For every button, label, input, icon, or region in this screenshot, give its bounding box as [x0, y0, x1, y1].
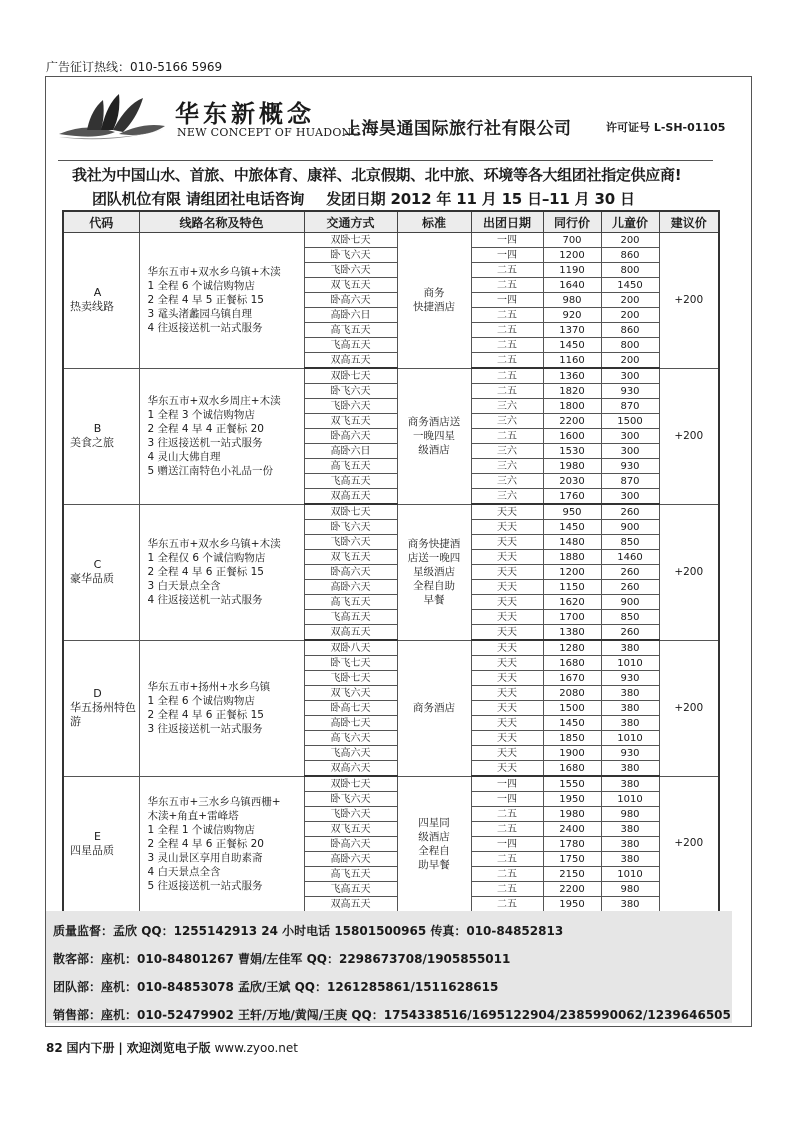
transport-cell: 卧飞六天	[304, 792, 397, 807]
hotel-standard-cell	[397, 776, 471, 912]
child-price-cell: 1500	[601, 414, 659, 429]
transport-cell: 双高六天	[304, 761, 397, 777]
transport-cell: 飞高五天	[304, 474, 397, 489]
transport-cell: 双卧七天	[304, 504, 397, 520]
trade-price-cell: 2080	[543, 686, 601, 701]
suggested-price-cell: +200	[659, 504, 719, 640]
child-price-cell: 380	[601, 640, 659, 656]
ad-hotline: 广告征订热线：010-5166 5969	[46, 60, 223, 74]
hotel-standard-cell	[397, 640, 471, 776]
contact-label: 团队部：	[53, 980, 102, 994]
child-price-cell: 1010	[601, 792, 659, 807]
table-row	[63, 640, 719, 656]
trade-price-cell: 1200	[543, 565, 601, 580]
transport-cell: 高飞五天	[304, 323, 397, 338]
transport-cell: 双高五天	[304, 353, 397, 369]
departure-day-cell: 天天	[471, 716, 543, 731]
child-price-cell: 380	[601, 701, 659, 716]
route-features-cell	[139, 640, 304, 776]
transport-cell: 飞卧六天	[304, 263, 397, 278]
route-category: 四星品质	[70, 843, 114, 857]
departure-day-cell: 二五	[471, 807, 543, 822]
transport-cell: 双卧七天	[304, 776, 397, 792]
transport-cell: 高卧七天	[304, 716, 397, 731]
child-price-cell: 200	[601, 293, 659, 308]
trade-price-cell: 1900	[543, 746, 601, 761]
logo-chinese-text: 华东新概念	[175, 99, 315, 128]
hotel-standard-line: 商务快捷酒	[407, 538, 461, 550]
hotel-standard-line: 早餐	[423, 594, 445, 606]
departure-dates: 发团日期 2012 年 11 月 15 日–11 月 30 日	[326, 190, 635, 208]
contact-line-quality	[53, 922, 563, 939]
departure-day-cell: 天天	[471, 746, 543, 761]
departure-day-cell: 天天	[471, 520, 543, 535]
departure-day-cell: 一四	[471, 837, 543, 852]
transport-cell: 飞高五天	[304, 882, 397, 897]
departure-day-cell: 一四	[471, 792, 543, 807]
contact-text: 孟欣 QQ：1255142913 24 小时电话 15801500965 传真：010-84852813	[113, 924, 564, 938]
trade-price-cell: 1450	[543, 716, 601, 731]
departure-day-cell: 二五	[471, 897, 543, 913]
trade-price-cell: 1450	[543, 338, 601, 353]
route-feature-line: 1 全程 6 个诚信购物店	[147, 280, 255, 293]
route-feature-line: 3 往返接送机一站式服务	[147, 437, 263, 449]
departure-day-cell: 天天	[471, 610, 543, 625]
contact-line-group	[53, 978, 498, 995]
departure-day-cell: 三六	[471, 399, 543, 414]
contact-line-individual	[53, 950, 510, 967]
departure-day-cell: 二五	[471, 278, 543, 293]
trade-price-cell: 2400	[543, 822, 601, 837]
transport-cell: 飞高五天	[304, 338, 397, 353]
transport-cell: 卧高六天	[304, 429, 397, 444]
col-header-code: 代码	[63, 211, 139, 233]
departure-day-cell: 天天	[471, 701, 543, 716]
tour-price-table	[62, 210, 720, 913]
transport-cell: 双卧七天	[304, 368, 397, 384]
trade-price-cell: 1880	[543, 550, 601, 565]
departure-day-cell: 天天	[471, 535, 543, 550]
transport-cell: 飞卧六天	[304, 807, 397, 822]
table-row	[63, 504, 719, 520]
transport-cell: 飞卧六天	[304, 399, 397, 414]
child-price-cell: 980	[601, 882, 659, 897]
trade-price-cell: 700	[543, 233, 601, 248]
transport-cell: 双飞五天	[304, 414, 397, 429]
route-feature-line: 木渎+角直+雷峰塔	[147, 809, 239, 822]
transport-cell: 高飞六天	[304, 731, 397, 746]
license-number: 许可证号 L-SH-01105	[606, 121, 726, 134]
departure-day-cell: 二五	[471, 263, 543, 278]
departure-day-cell: 二五	[471, 429, 543, 444]
route-category: 华五扬州特色游	[70, 701, 136, 728]
route-category: 豪华品质	[70, 572, 114, 585]
hotel-standard-line: 全程自	[418, 844, 450, 857]
child-price-cell: 930	[601, 459, 659, 474]
trade-price-cell: 950	[543, 504, 601, 520]
logo-english-text: NEW CONCEPT OF HUADONG	[177, 126, 361, 139]
trade-price-cell: 1530	[543, 444, 601, 459]
departure-day-cell: 二五	[471, 867, 543, 882]
trade-price-cell: 1380	[543, 625, 601, 641]
trade-price-cell: 920	[543, 308, 601, 323]
departure-day-cell: 天天	[471, 565, 543, 580]
child-price-cell: 930	[601, 384, 659, 399]
child-price-cell: 930	[601, 671, 659, 686]
departure-day-cell: 二五	[471, 852, 543, 867]
hotel-standard-line: 商务	[423, 287, 445, 300]
route-feature-line: 1 全程 3 个诚信购物店	[147, 409, 255, 421]
route-feature-line: 华东五市+双水乡乌镇+木渎	[147, 538, 281, 550]
col-header-route: 线路名称及特色	[139, 211, 304, 233]
route-category: 热卖线路	[70, 300, 114, 314]
route-feature-line: 华东五市+三水乡乌镇西栅+	[147, 795, 281, 808]
transport-cell: 卧高六天	[304, 837, 397, 852]
transport-cell: 飞高五天	[304, 610, 397, 625]
route-features-cell	[139, 368, 304, 504]
trade-price-cell: 1150	[543, 580, 601, 595]
trade-price-cell: 1980	[543, 459, 601, 474]
departure-day-cell: 天天	[471, 625, 543, 641]
transport-cell: 卧飞七天	[304, 656, 397, 671]
transport-cell: 卧飞六天	[304, 248, 397, 263]
child-price-cell: 380	[601, 837, 659, 852]
departure-day-cell: 天天	[471, 580, 543, 595]
footer-slogan: 欢迎浏览电子版	[126, 1041, 211, 1055]
trade-price-cell: 1160	[543, 353, 601, 369]
transport-cell: 双飞六天	[304, 686, 397, 701]
trade-price-cell: 1980	[543, 807, 601, 822]
child-price-cell: 800	[601, 263, 659, 278]
child-price-cell: 260	[601, 565, 659, 580]
hotel-standard-cell	[397, 368, 471, 504]
departure-day-cell: 一四	[471, 776, 543, 792]
child-price-cell: 260	[601, 580, 659, 595]
child-price-cell: 300	[601, 368, 659, 384]
transport-cell: 卧飞六天	[304, 384, 397, 399]
child-price-cell: 380	[601, 897, 659, 913]
transport-cell: 双高五天	[304, 625, 397, 641]
hotel-standard-line: 助早餐	[418, 858, 450, 871]
route-code: E	[94, 829, 101, 843]
trade-price-cell: 2200	[543, 414, 601, 429]
transport-cell: 双飞五天	[304, 550, 397, 565]
trade-price-cell: 1750	[543, 852, 601, 867]
route-features-cell	[139, 233, 304, 369]
child-price-cell: 980	[601, 807, 659, 822]
departure-day-cell: 一四	[471, 248, 543, 263]
suggested-price-cell: +200	[659, 776, 719, 912]
route-feature-line: 3 鼋头渚蠡园乌镇自理	[147, 308, 253, 321]
transport-cell: 卧飞六天	[304, 520, 397, 535]
trade-price-cell: 1680	[543, 656, 601, 671]
route-code: A	[93, 286, 102, 300]
route-features-cell	[139, 776, 304, 912]
child-price-cell: 870	[601, 399, 659, 414]
route-code-cell	[63, 640, 139, 776]
trade-price-cell: 1360	[543, 368, 601, 384]
supplier-announcement: 我社为中国山水、首旅、中旅体育、康祥、北京假期、北中旅、环境等各大组团社指定供应商!	[72, 166, 682, 184]
child-price-cell: 870	[601, 474, 659, 489]
route-feature-line: 4 灵山大佛自理	[147, 451, 221, 463]
page-footer: 82 国内下册 | 欢迎浏览电子版 www.zyoo.net	[46, 1041, 298, 1055]
route-feature-line: 1 全程 6 个诚信购物店	[147, 695, 255, 707]
child-price-cell: 260	[601, 625, 659, 641]
child-price-cell: 860	[601, 248, 659, 263]
trade-price-cell: 2150	[543, 867, 601, 882]
section-name: 国内下册	[66, 1041, 115, 1055]
hotel-standard-line: 店送一晚四	[407, 552, 461, 564]
route-code: D	[93, 687, 102, 700]
departure-day-cell: 天天	[471, 671, 543, 686]
departure-day-cell: 天天	[471, 550, 543, 565]
trade-price-cell: 1190	[543, 263, 601, 278]
child-price-cell: 900	[601, 595, 659, 610]
route-feature-line: 4 往返接送机一站式服务	[147, 594, 263, 606]
hotel-standard-line: 全程自助	[413, 580, 455, 592]
trade-price-cell: 1670	[543, 671, 601, 686]
route-feature-line: 5 往返接送机一站式服务	[147, 879, 263, 892]
trade-price-cell: 1620	[543, 595, 601, 610]
departure-day-cell: 二五	[471, 822, 543, 837]
trade-price-cell: 2200	[543, 882, 601, 897]
route-feature-line: 5 赠送江南特色小礼品一份	[147, 465, 274, 477]
child-price-cell: 380	[601, 761, 659, 777]
route-feature-line: 2 全程 4 早 6 正餐标 15	[147, 709, 264, 721]
trade-price-cell: 1700	[543, 610, 601, 625]
child-price-cell: 200	[601, 353, 659, 369]
transport-cell: 双飞五天	[304, 822, 397, 837]
child-price-cell: 1450	[601, 278, 659, 293]
hotel-standard-line: 四星同	[418, 816, 450, 829]
hotel-standard-line: 级酒店	[418, 830, 450, 843]
trade-price-cell: 1370	[543, 323, 601, 338]
departure-day-cell: 三六	[471, 444, 543, 459]
departure-notice	[92, 188, 635, 209]
departure-day-cell: 天天	[471, 504, 543, 520]
trade-price-cell: 1480	[543, 535, 601, 550]
departure-day-cell: 三六	[471, 414, 543, 429]
child-price-cell: 200	[601, 233, 659, 248]
contact-text: 座机：010-52479902 王轩/万地/黄闯/王庚 QQ：1754338516/1695122904/2385990062/1239646505	[101, 1008, 731, 1022]
suggested-price-cell: +200	[659, 640, 719, 776]
child-price-cell: 380	[601, 822, 659, 837]
departure-day-cell: 三六	[471, 459, 543, 474]
col-header-transport: 交通方式	[304, 211, 397, 233]
child-price-cell: 200	[601, 308, 659, 323]
col-header-standard: 标准	[397, 211, 471, 233]
transport-cell: 双飞五天	[304, 278, 397, 293]
transport-cell: 卧高七天	[304, 701, 397, 716]
departure-day-cell: 二五	[471, 308, 543, 323]
trade-price-cell: 1280	[543, 640, 601, 656]
transport-cell: 高卧六天	[304, 852, 397, 867]
trade-price-cell: 1950	[543, 792, 601, 807]
col-header-child-price: 儿童价	[601, 211, 659, 233]
route-code: B	[93, 422, 102, 435]
transport-cell: 高飞五天	[304, 595, 397, 610]
transport-cell: 飞卧七天	[304, 671, 397, 686]
page-number: 82	[46, 1041, 63, 1055]
departure-day-cell: 二五	[471, 323, 543, 338]
route-feature-line: 2 全程 4 早 4 正餐标 20	[147, 423, 264, 435]
trade-price-cell: 1600	[543, 429, 601, 444]
table-row	[63, 368, 719, 384]
trade-price-cell: 1950	[543, 897, 601, 913]
child-price-cell: 860	[601, 323, 659, 338]
child-price-cell: 380	[601, 852, 659, 867]
footer-url[interactable]: www.zyoo.net	[214, 1041, 298, 1055]
route-feature-line: 华东五市+双水乡乌镇+木渎	[147, 266, 281, 279]
trade-price-cell: 1550	[543, 776, 601, 792]
departure-day-cell: 二五	[471, 338, 543, 353]
transport-cell: 高飞五天	[304, 459, 397, 474]
transport-cell: 双卧七天	[304, 233, 397, 248]
departure-day-cell: 三六	[471, 489, 543, 505]
trade-price-cell: 1760	[543, 489, 601, 505]
trade-price-cell: 1450	[543, 520, 601, 535]
departure-day-cell: 一四	[471, 293, 543, 308]
transport-cell: 飞卧六天	[304, 535, 397, 550]
suggested-price-cell: +200	[659, 368, 719, 504]
hotel-standard-line: 快捷酒店	[413, 301, 455, 314]
child-price-cell: 1460	[601, 550, 659, 565]
route-code: C	[93, 558, 102, 571]
route-feature-line: 4 白天景点全含	[147, 865, 221, 878]
transport-cell: 双高五天	[304, 489, 397, 505]
child-price-cell: 1010	[601, 867, 659, 882]
child-price-cell: 850	[601, 610, 659, 625]
child-price-cell: 380	[601, 716, 659, 731]
contact-label: 散客部：	[53, 952, 102, 966]
departure-day-cell: 二五	[471, 882, 543, 897]
route-feature-line: 2 全程 4 早 5 正餐标 15	[147, 294, 264, 307]
departure-day-cell: 天天	[471, 656, 543, 671]
child-price-cell: 930	[601, 746, 659, 761]
child-price-cell: 380	[601, 776, 659, 792]
contact-text: 座机：010-84801267 曹娟/左佳军 QQ：2298673708/1905855011	[101, 952, 511, 966]
trade-price-cell: 1200	[543, 248, 601, 263]
child-price-cell: 800	[601, 338, 659, 353]
trade-price-cell: 1800	[543, 399, 601, 414]
trade-price-cell: 2030	[543, 474, 601, 489]
departure-day-cell: 三六	[471, 474, 543, 489]
col-header-price: 同行价	[543, 211, 601, 233]
contact-line-sales	[53, 1006, 731, 1023]
route-feature-line: 2 全程 4 早 6 正餐标 20	[147, 837, 264, 850]
departure-day-cell: 天天	[471, 640, 543, 656]
route-code-cell	[63, 504, 139, 640]
route-feature-line: 3 灵山景区享用自助素斋	[147, 851, 263, 864]
transport-cell: 高飞五天	[304, 867, 397, 882]
child-price-cell: 380	[601, 686, 659, 701]
tour-table-body	[63, 233, 719, 913]
departure-day-cell: 二五	[471, 353, 543, 369]
table-header-row	[63, 211, 719, 233]
route-code-cell	[63, 368, 139, 504]
hotel-standard-cell	[397, 233, 471, 369]
table-row	[63, 233, 719, 248]
hotel-standard-line: 商务酒店	[413, 702, 455, 714]
route-feature-line: 华东五市+扬州+水乡乌镇	[147, 681, 271, 693]
trade-price-cell: 1640	[543, 278, 601, 293]
child-price-cell: 300	[601, 444, 659, 459]
child-price-cell: 300	[601, 489, 659, 505]
trade-price-cell: 1780	[543, 837, 601, 852]
transport-cell: 高卧六天	[304, 580, 397, 595]
hotel-standard-cell	[397, 504, 471, 640]
seat-notice: 团队机位有限 请组团社电话咨询	[92, 190, 305, 208]
departure-day-cell: 二五	[471, 368, 543, 384]
child-price-cell: 1010	[601, 731, 659, 746]
departure-day-cell: 天天	[471, 761, 543, 777]
route-features-cell	[139, 504, 304, 640]
departure-day-cell: 天天	[471, 731, 543, 746]
child-price-cell: 1010	[601, 656, 659, 671]
col-header-suggested: 建议价	[659, 211, 719, 233]
route-feature-line: 华东五市+双水乡周庄+木渎	[147, 395, 281, 407]
header-divider	[58, 160, 713, 161]
lotus-logo-icon	[57, 92, 167, 144]
route-feature-line: 4 往返接送机一站式服务	[147, 322, 263, 335]
suggested-price-cell: +200	[659, 233, 719, 369]
contact-label: 销售部：	[53, 1008, 102, 1022]
child-price-cell: 300	[601, 429, 659, 444]
child-price-cell: 850	[601, 535, 659, 550]
route-feature-line: 3 白天景点全含	[147, 580, 221, 592]
hotel-standard-line: 星级酒店	[413, 566, 455, 578]
trade-price-cell: 1500	[543, 701, 601, 716]
trade-price-cell: 1850	[543, 731, 601, 746]
contact-label: 质量监督：	[53, 924, 114, 938]
route-category: 美食之旅	[70, 436, 114, 449]
departure-day-cell: 天天	[471, 595, 543, 610]
route-feature-line: 3 往返接送机一站式服务	[147, 723, 263, 735]
transport-cell: 高卧六日	[304, 308, 397, 323]
route-feature-line: 1 全程 1 个诚信购物店	[147, 823, 255, 836]
hotel-standard-line: 级酒店	[418, 444, 450, 456]
hotel-standard-line: 一晚四星	[413, 430, 455, 442]
table-row	[63, 776, 719, 792]
route-code-cell	[63, 776, 139, 912]
trade-price-cell: 1820	[543, 384, 601, 399]
transport-cell: 双卧八天	[304, 640, 397, 656]
child-price-cell: 900	[601, 520, 659, 535]
child-price-cell: 260	[601, 504, 659, 520]
transport-cell: 双高五天	[304, 897, 397, 913]
transport-cell: 卧高六天	[304, 293, 397, 308]
route-feature-line: 1 全程仅 6 个诚信购物店	[147, 552, 266, 564]
trade-price-cell: 1680	[543, 761, 601, 777]
company-name: 上海昊通国际旅行社有限公司	[344, 119, 572, 139]
departure-day-cell: 天天	[471, 686, 543, 701]
trade-price-cell: 980	[543, 293, 601, 308]
transport-cell: 高卧六日	[304, 444, 397, 459]
departure-day-cell: 一四	[471, 233, 543, 248]
departure-day-cell: 二五	[471, 384, 543, 399]
contact-text: 座机：010-84853078 孟欣/王斌 QQ：1261285861/1511628615	[101, 980, 499, 994]
col-header-date: 出团日期	[471, 211, 543, 233]
transport-cell: 卧高六天	[304, 565, 397, 580]
route-feature-line: 2 全程 4 早 6 正餐标 15	[147, 566, 264, 578]
hotel-standard-line: 商务酒店送	[407, 416, 461, 428]
transport-cell: 飞高六天	[304, 746, 397, 761]
route-code-cell	[63, 233, 139, 369]
